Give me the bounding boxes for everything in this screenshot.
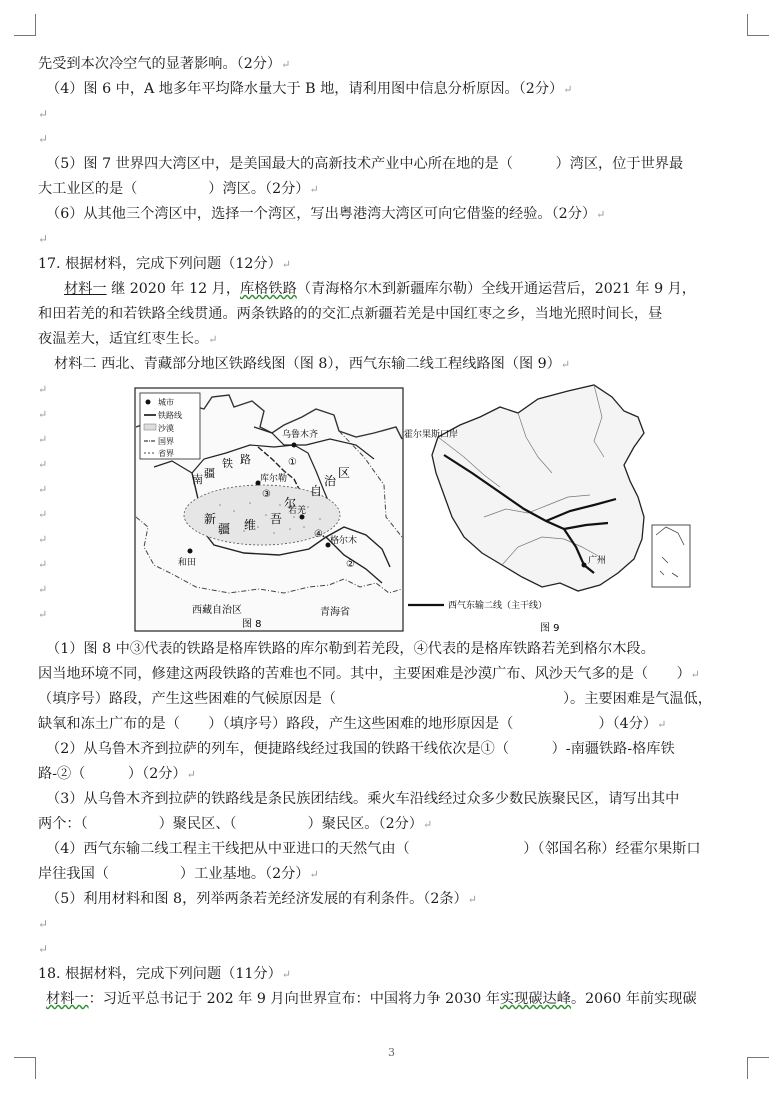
map8-legend (140, 393, 200, 459)
svg-text:①: ① (288, 457, 297, 468)
text-line: （填序号）路段，产生这些困难的气候原因是（ ）。主要困难是气温低， (38, 691, 712, 707)
svg-text:格尔木: 格尔木 (330, 536, 358, 546)
svg-text:广州: 广州 (588, 556, 607, 566)
figure-9-pipeline-map (398, 377, 696, 637)
svg-text:治: 治 (324, 474, 337, 488)
material-1-line-2: 和田若羌的和若铁路全线贯通。两条铁路的的交汇点新疆若羌是中国红枣之乡，当地光照时间长，昼 (38, 306, 663, 322)
paragraph-marks: ↵ ↵ ↵ ↵ ↵ ↵ ↵ ↵ ↵ ↵ (38, 383, 48, 621)
crop-mark-bottom-left (14, 1057, 36, 1079)
svg-text:尔: 尔 (284, 496, 297, 510)
question-17-4: （4）西气东输二线工程主干线把从中亚进口的天然气由（ ）（邻国名称）经霍尔果斯口 (46, 841, 701, 857)
answer-space: ↵ (38, 232, 49, 246)
svg-text:西气东输二线（主干线）: 西气东输二线（主干线） (448, 601, 548, 611)
answer-space: ↵ (38, 942, 49, 956)
question-17-3: （3）从乌鲁木齐到拉萨的铁路线是条民族团结线。乘火车沿线经过众多少数民族聚民区，请写出其中 (46, 791, 680, 807)
text-line: 缺氧和冻土广布的是（ ）（填序号）路段，产生这些困难的地形原因是（ ）（4分）↵ (38, 716, 667, 732)
question-17-2: （2）从乌鲁木齐到拉萨的列车，便捷路线经过我国的铁路干线依次是①（ ）-南疆铁路-格库铁 (46, 741, 675, 757)
svg-text:图 8: 图 8 (242, 619, 262, 630)
svg-text:新: 新 (204, 512, 217, 526)
svg-text:西藏自治区: 西藏自治区 (192, 605, 242, 616)
question-16-4: （4）图 6 中，A 地多年平均降水量大于 B 地，请利用图中信息分析原因。（2分）↵ (46, 81, 573, 97)
svg-text:城市: 城市 (158, 398, 174, 407)
crop-mark-top-left (14, 14, 36, 36)
svg-text:和田: 和田 (178, 558, 197, 568)
answer-space: ↵ (38, 107, 49, 121)
question-17-heading: 17. 根据材料，完成下列问题（12分）↵ (38, 256, 291, 272)
svg-text:省界: 省界 (158, 449, 174, 458)
svg-text:维: 维 (244, 518, 257, 532)
figure-area (38, 377, 750, 637)
svg-text:国界: 国界 (158, 437, 174, 446)
svg-text:库尔勒: 库尔勒 (260, 474, 288, 484)
question-16-5: （5）图 7 世界四大湾区中，是美国最大的高新技术产业中心所在地的是（ ）湾区，位于世界最 (46, 156, 684, 172)
svg-text:图 9: 图 9 (540, 623, 560, 634)
svg-text:③: ③ (262, 489, 271, 500)
svg-text:自: 自 (310, 484, 323, 498)
svg-text:沙漠: 沙漠 (158, 424, 174, 433)
document-body (38, 52, 750, 1012)
svg-text:疆: 疆 (204, 467, 215, 480)
text-line: 先受到本次冷空气的显著影响。（2分）↵ (38, 56, 291, 72)
svg-text:疆: 疆 (218, 522, 231, 536)
material-1-line-1: 材料一 继 2020 年 12 月，库格铁路（青海格尔木到新疆库尔勒）全线开通运营后，2021 年 9 月， (64, 281, 696, 297)
question-17-1: （1）图 8 中③代表的铁路是格库铁路的库尔勒到若羌段，④代表的是格库铁路若羌到格尔木段。 (46, 641, 655, 657)
svg-text:南: 南 (192, 473, 203, 486)
text-line: 大工业区的是（ ）湾区。（2分）↵ (38, 181, 319, 197)
question-16-6: （6）从其他三个湾区中，选择一个湾区，写出粤港湾大湾区可向它借鉴的经验。（2分）↵ (46, 206, 606, 222)
answer-space: ↵ (38, 132, 49, 146)
svg-text:乌鲁木齐: 乌鲁木齐 (282, 430, 319, 440)
text-line: 路-②（ ）（2分）↵ (38, 766, 196, 782)
material-2: 材料二 西北、青藏部分地区铁路线图（图 8），西气东输二线工程线路图（图 9）↵ (54, 356, 571, 372)
svg-text:青海省: 青海省 (320, 607, 350, 618)
crop-mark-top-right (747, 14, 769, 36)
svg-text:④: ④ (314, 529, 323, 540)
text-line: 因当地环境不同，修建这两段铁路的苦难也不同。其中，主要困难是沙漠广布、风沙天气多的是（ ）↵ (38, 666, 700, 682)
question-18-heading: 18. 根据材料，完成下列问题（11分）↵ (38, 966, 291, 982)
crop-mark-bottom-right (747, 1057, 769, 1079)
svg-text:②: ② (346, 559, 355, 570)
svg-text:区: 区 (338, 466, 351, 480)
svg-text:路: 路 (240, 453, 251, 466)
question-17-5: （5）利用材料和图 8，列举两条若羌经济发展的有利条件。（2条）↵ (46, 891, 477, 907)
answer-space: ↵ (38, 917, 49, 931)
svg-text:霍尔果斯口岸: 霍尔果斯口岸 (404, 430, 459, 440)
svg-text:若羌: 若羌 (288, 506, 307, 516)
page-number: 3 (388, 1046, 395, 1059)
svg-text:吾: 吾 (270, 512, 283, 526)
text-line: 岸往我国（ ）工业基地。（2分）↵ (38, 866, 319, 882)
question-18-material-1: 材料一：习近平总书记于 202 年 9 月向世界宣布：中国将力争 2030 年实现碳达峰。2060 年前实现碳 (46, 991, 697, 1007)
svg-text:铁路线: 铁路线 (158, 411, 182, 420)
svg-text:铁: 铁 (222, 457, 233, 470)
material-1-line-3: 夜温差大，适宜红枣生长。↵ (38, 331, 218, 347)
text-line: 两个：（ ）聚民区、（ ）聚民区。（2分）↵ (38, 816, 433, 832)
figure-8-railway-map (134, 387, 404, 632)
